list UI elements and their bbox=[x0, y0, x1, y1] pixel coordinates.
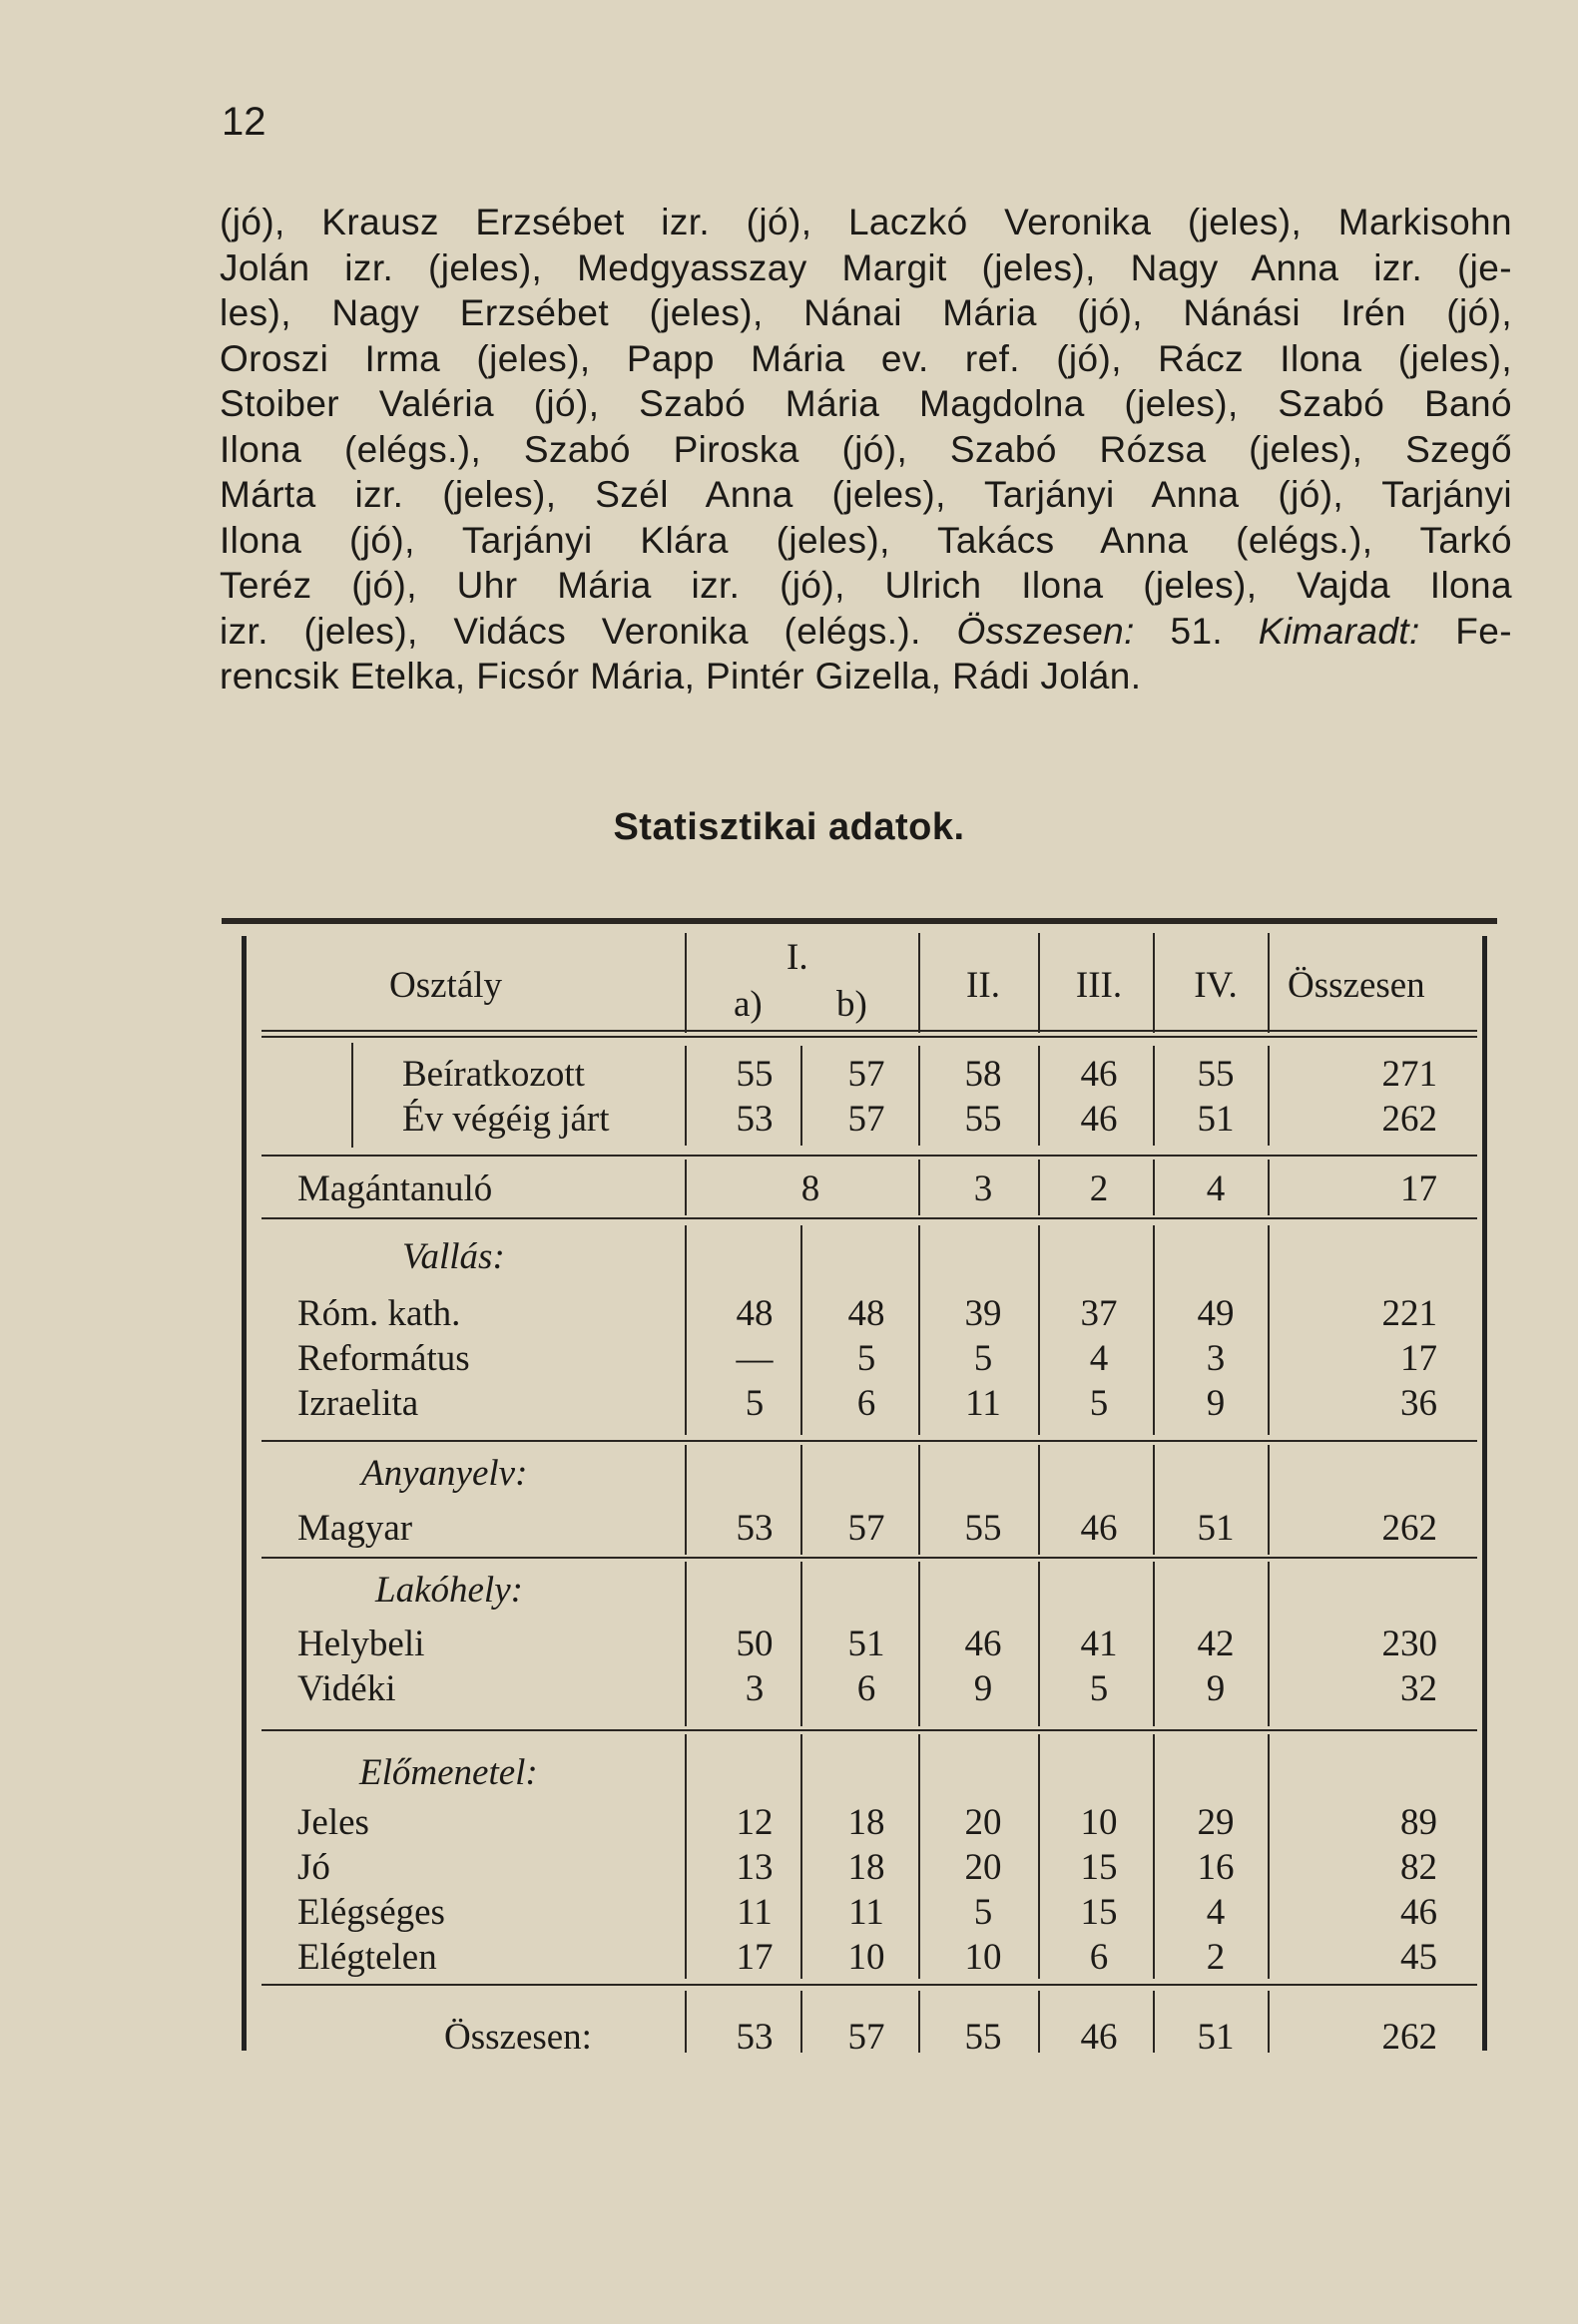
value-cell-iv: 9 bbox=[1206, 1383, 1226, 1424]
dropped-out-label: Kimaradt: bbox=[1258, 610, 1420, 652]
table-rule bbox=[918, 1445, 920, 1555]
section-heading: Vallás: bbox=[402, 1236, 505, 1277]
value-cell-ii: 10 bbox=[964, 1937, 1002, 1978]
value-cell-iv: 49 bbox=[1197, 1293, 1235, 1334]
value-cell-b: 18 bbox=[847, 1847, 885, 1888]
paragraph-line: Ilona (elégs.), Szabó Piroska (jó), Szabó Rózsa (jeles), Szegő bbox=[220, 428, 1512, 470]
table-rule bbox=[1038, 1225, 1040, 1435]
total-cell: 221 bbox=[1381, 1293, 1437, 1334]
row-label: Helybeli bbox=[297, 1624, 425, 1664]
row-label: Izraelita bbox=[297, 1383, 419, 1424]
value-cell-iii: 5 bbox=[1089, 1668, 1109, 1709]
table-rule bbox=[1268, 1991, 1270, 2053]
table-rule bbox=[262, 1030, 1477, 1032]
paragraph-line: Márta izr. (jeles), Szél Anna (jeles), Tarjányi Anna (jó), Tarjányi bbox=[220, 474, 1512, 515]
table-rule bbox=[918, 1562, 920, 1726]
value-cell-iii: 15 bbox=[1080, 1892, 1118, 1933]
row-label: Elégséges bbox=[297, 1892, 445, 1933]
table-rule bbox=[351, 1043, 353, 1148]
value-cell-iii: 15 bbox=[1080, 1847, 1118, 1888]
value-cell-iii: 37 bbox=[1080, 1293, 1118, 1334]
section-heading: Lakóhely: bbox=[375, 1570, 523, 1611]
table-rule bbox=[800, 1225, 802, 1435]
total-cell: 82 bbox=[1400, 1847, 1437, 1888]
paragraph-text: izr. (jeles), Vidács Veronika (elégs.). bbox=[220, 610, 957, 652]
section-heading: Anyanyelv: bbox=[361, 1453, 528, 1494]
table-rule bbox=[262, 1984, 1477, 1986]
value-cell-b: 18 bbox=[847, 1802, 885, 1843]
table-rule bbox=[262, 1036, 1477, 1038]
table-rule bbox=[918, 1734, 920, 1979]
value-cell-iii: 10 bbox=[1080, 1802, 1118, 1843]
table-rule bbox=[1038, 1445, 1040, 1555]
table-rule bbox=[685, 1445, 687, 1555]
value-cell-iv: 55 bbox=[1197, 1054, 1235, 1095]
page-number: 12 bbox=[222, 100, 266, 144]
table-rule bbox=[1038, 1046, 1040, 1146]
value-cell-b: 51 bbox=[847, 1624, 885, 1664]
value-cell-b: 57 bbox=[847, 1099, 885, 1140]
table-rule bbox=[800, 1445, 802, 1555]
header-class-iii: III. bbox=[1075, 965, 1123, 1006]
total-cell: 17 bbox=[1400, 1168, 1437, 1209]
paragraph-line: Oroszi Irma (jeles), Papp Mária ev. ref. (jó), Rácz Ilona (jeles), bbox=[220, 337, 1512, 379]
value-cell-iv: 2 bbox=[1206, 1937, 1226, 1978]
table-rule bbox=[1153, 1225, 1155, 1435]
value-cell-iv: 51 bbox=[1197, 1508, 1235, 1549]
total-value-ii: 55 bbox=[964, 2017, 1002, 2058]
value-cell-a: 13 bbox=[736, 1847, 774, 1888]
value-cell-iv: 9 bbox=[1206, 1668, 1226, 1709]
value-cell-ii: 20 bbox=[964, 1802, 1002, 1843]
paragraph-line: rencsik Etelka, Ficsór Mária, Pintér Gizella, Rádi Jolán. bbox=[220, 656, 1142, 697]
section-title: Statisztikai adatok. bbox=[613, 806, 965, 848]
paragraph-line: les), Nagy Erzsébet (jeles), Nánai Mária (jó), Nánási Irén (jó), bbox=[220, 292, 1512, 333]
table-rule bbox=[918, 933, 920, 1033]
value-cell-iv: 42 bbox=[1197, 1624, 1235, 1664]
table-rule bbox=[918, 1046, 920, 1146]
table-rule bbox=[1153, 933, 1155, 1033]
row-label: Jó bbox=[297, 1847, 330, 1888]
value-cell-iii: 46 bbox=[1080, 1054, 1118, 1095]
value-cell-ii: 5 bbox=[973, 1892, 993, 1933]
table-rule bbox=[800, 1991, 802, 2053]
table-top-rule bbox=[222, 918, 1497, 924]
table-rule bbox=[1038, 1734, 1040, 1979]
table-rule bbox=[918, 1225, 920, 1435]
table-rule bbox=[1153, 1562, 1155, 1726]
header-class-ii: II. bbox=[966, 965, 1000, 1006]
value-cell-iv: 29 bbox=[1197, 1802, 1235, 1843]
total-value-b: 57 bbox=[847, 2017, 885, 2058]
total-cell: 262 bbox=[1381, 1099, 1437, 1140]
value-cell-a: 53 bbox=[736, 1508, 774, 1549]
table-rule bbox=[800, 1562, 802, 1726]
row-label: Beíratkozott bbox=[402, 1054, 585, 1095]
table-rule bbox=[262, 1217, 1477, 1219]
table-rule bbox=[1038, 1562, 1040, 1726]
total-value-iii: 46 bbox=[1080, 2017, 1118, 2058]
row-label: Vidéki bbox=[297, 1668, 396, 1709]
table-rule bbox=[1038, 1160, 1040, 1215]
table-rule bbox=[1038, 1991, 1040, 2053]
header-class-i-b: b) bbox=[836, 984, 867, 1025]
table-rule bbox=[685, 933, 687, 1033]
row-label: Elégtelen bbox=[297, 1937, 437, 1978]
value-cell-a: 3 bbox=[745, 1668, 765, 1709]
table-rule bbox=[1268, 1225, 1270, 1435]
value-cell-a: — bbox=[736, 1338, 774, 1379]
value-cell-ii: 9 bbox=[973, 1668, 993, 1709]
row-label: Magyar bbox=[297, 1508, 413, 1549]
value-cell-b: 6 bbox=[856, 1383, 876, 1424]
value-cell-b: 57 bbox=[847, 1054, 885, 1095]
header-class-i: I. bbox=[787, 937, 808, 978]
header-osztaly: Osztály bbox=[389, 965, 503, 1006]
table-rule bbox=[1153, 1734, 1155, 1979]
header-class-i-a: a) bbox=[734, 984, 763, 1025]
table-rule bbox=[1153, 1991, 1155, 2053]
value-cell-a: 50 bbox=[736, 1624, 774, 1664]
total-cell: 17 bbox=[1400, 1338, 1437, 1379]
table-rule bbox=[685, 1734, 687, 1979]
total-label: Összesen: bbox=[956, 610, 1135, 652]
total-cell: 89 bbox=[1400, 1802, 1437, 1843]
value-cell-iii: 41 bbox=[1080, 1624, 1118, 1664]
table-rule bbox=[685, 1225, 687, 1435]
table-rule bbox=[262, 1729, 1477, 1731]
table-rule bbox=[685, 1562, 687, 1726]
total-cell: 262 bbox=[1381, 1508, 1437, 1549]
value-cell-b: 57 bbox=[847, 1508, 885, 1549]
total-row-label: Összesen: bbox=[444, 2017, 592, 2058]
table-rule bbox=[1038, 933, 1040, 1033]
value-cell-iii: 46 bbox=[1080, 1099, 1118, 1140]
paragraph-line: Stoiber Valéria (jó), Szabó Mária Magdolna (jeles), Szabó Banó bbox=[220, 383, 1512, 424]
value-cell-ii: 46 bbox=[964, 1624, 1002, 1664]
value-cell-b: 10 bbox=[847, 1937, 885, 1978]
total-cell: 271 bbox=[1381, 1054, 1437, 1095]
value-cell-ii: 55 bbox=[964, 1099, 1002, 1140]
paragraph-text: 51. bbox=[1134, 610, 1259, 652]
value-cell-iii: 46 bbox=[1080, 1508, 1118, 1549]
value-cell-iii: 5 bbox=[1089, 1383, 1109, 1424]
paragraph-line: Jolán izr. (jeles), Medgyasszay Margit (jeles), Nagy Anna izr. (je- bbox=[220, 246, 1512, 288]
table-rule bbox=[1268, 1160, 1270, 1215]
total-value-iv: 51 bbox=[1197, 2017, 1235, 2058]
total-cell: 32 bbox=[1400, 1668, 1437, 1709]
value-cell-a: 12 bbox=[736, 1802, 774, 1843]
table-right-border bbox=[1482, 936, 1487, 2051]
paragraph-line: Ilona (jó), Tarjányi Klára (jeles), Takács Anna (elégs.), Tarkó bbox=[220, 519, 1512, 561]
paragraph-line: Teréz (jó), Uhr Mária izr. (jó), Ulrich Ilona (jeles), Vajda Ilona bbox=[220, 565, 1512, 606]
row-label: Jeles bbox=[297, 1802, 369, 1843]
paragraph-line bbox=[220, 609, 1512, 655]
student-list-paragraph bbox=[220, 200, 1512, 699]
table-left-border bbox=[242, 936, 247, 2051]
value-cell-a: 11 bbox=[737, 1892, 773, 1933]
value-cell-a: 17 bbox=[736, 1937, 774, 1978]
value-cell-a: 53 bbox=[736, 1099, 774, 1140]
row-label: Év végéig járt bbox=[402, 1099, 610, 1140]
value-cell-ii: 39 bbox=[964, 1293, 1002, 1334]
value-cell-ii: 3 bbox=[973, 1168, 993, 1209]
table-rule bbox=[262, 1440, 1477, 1442]
total-cell: 262 bbox=[1381, 2017, 1437, 2058]
table-rule bbox=[918, 1160, 920, 1215]
value-cell-ii: 55 bbox=[964, 1508, 1002, 1549]
value-cell-iv: 3 bbox=[1206, 1338, 1226, 1379]
row-label: Református bbox=[297, 1338, 470, 1379]
table-rule bbox=[262, 1155, 1477, 1157]
table-rule bbox=[685, 1991, 687, 2053]
table-rule bbox=[1153, 1046, 1155, 1146]
total-cell: 36 bbox=[1400, 1383, 1437, 1424]
row-label: Róm. kath. bbox=[297, 1293, 461, 1334]
table-rule bbox=[1268, 1734, 1270, 1979]
table-rule bbox=[800, 1734, 802, 1979]
total-cell: 230 bbox=[1381, 1624, 1437, 1664]
table-rule bbox=[1268, 1445, 1270, 1555]
table-rule bbox=[918, 1991, 920, 2053]
value-cell-b: 11 bbox=[848, 1892, 884, 1933]
total-cell: 45 bbox=[1400, 1937, 1437, 1978]
table-rule bbox=[262, 1557, 1477, 1559]
table-rule bbox=[685, 1160, 687, 1215]
table-rule bbox=[800, 1046, 802, 1146]
value-cell-ii: 58 bbox=[964, 1054, 1002, 1095]
table-rule bbox=[1268, 933, 1270, 1033]
value-cell-a: 55 bbox=[736, 1054, 774, 1095]
value-cell-iii: 2 bbox=[1089, 1168, 1109, 1209]
value-cell-ii: 11 bbox=[965, 1383, 1001, 1424]
value-cell-ii: 20 bbox=[964, 1847, 1002, 1888]
paragraph-line: (jó), Krausz Erzsébet izr. (jó), Laczkó Veronika (jeles), Markisohn bbox=[220, 202, 1512, 242]
total-cell: 46 bbox=[1400, 1892, 1437, 1933]
value-cell-a: 5 bbox=[745, 1383, 765, 1424]
table-rule bbox=[1268, 1562, 1270, 1726]
total-value-a: 53 bbox=[736, 2017, 774, 2058]
value-cell-iii: 4 bbox=[1089, 1338, 1109, 1379]
value-cell-iv: 4 bbox=[1206, 1168, 1226, 1209]
value-cell-b: 48 bbox=[847, 1293, 885, 1334]
header-class-iv: IV. bbox=[1194, 965, 1238, 1006]
value-cell-iv: 4 bbox=[1206, 1892, 1226, 1933]
table-rule bbox=[685, 1046, 687, 1146]
table-rule bbox=[1153, 1160, 1155, 1215]
value-cell-b: 5 bbox=[856, 1338, 876, 1379]
value-cell-b: 6 bbox=[856, 1668, 876, 1709]
row-label: Magántanuló bbox=[297, 1168, 493, 1209]
value-cell-iv: 51 bbox=[1197, 1099, 1235, 1140]
value-cell-iv: 16 bbox=[1197, 1847, 1235, 1888]
table-rule bbox=[1153, 1445, 1155, 1555]
table-rule bbox=[1268, 1046, 1270, 1146]
paragraph-text: Fe- bbox=[1419, 610, 1512, 652]
value-cell-a: 48 bbox=[736, 1293, 774, 1334]
header-total: Összesen bbox=[1288, 965, 1425, 1006]
value-cell-ii: 5 bbox=[973, 1338, 993, 1379]
value-cell-iii: 6 bbox=[1089, 1937, 1109, 1978]
section-heading: Előmenetel: bbox=[359, 1752, 538, 1793]
value-cell-i: 8 bbox=[800, 1168, 820, 1209]
